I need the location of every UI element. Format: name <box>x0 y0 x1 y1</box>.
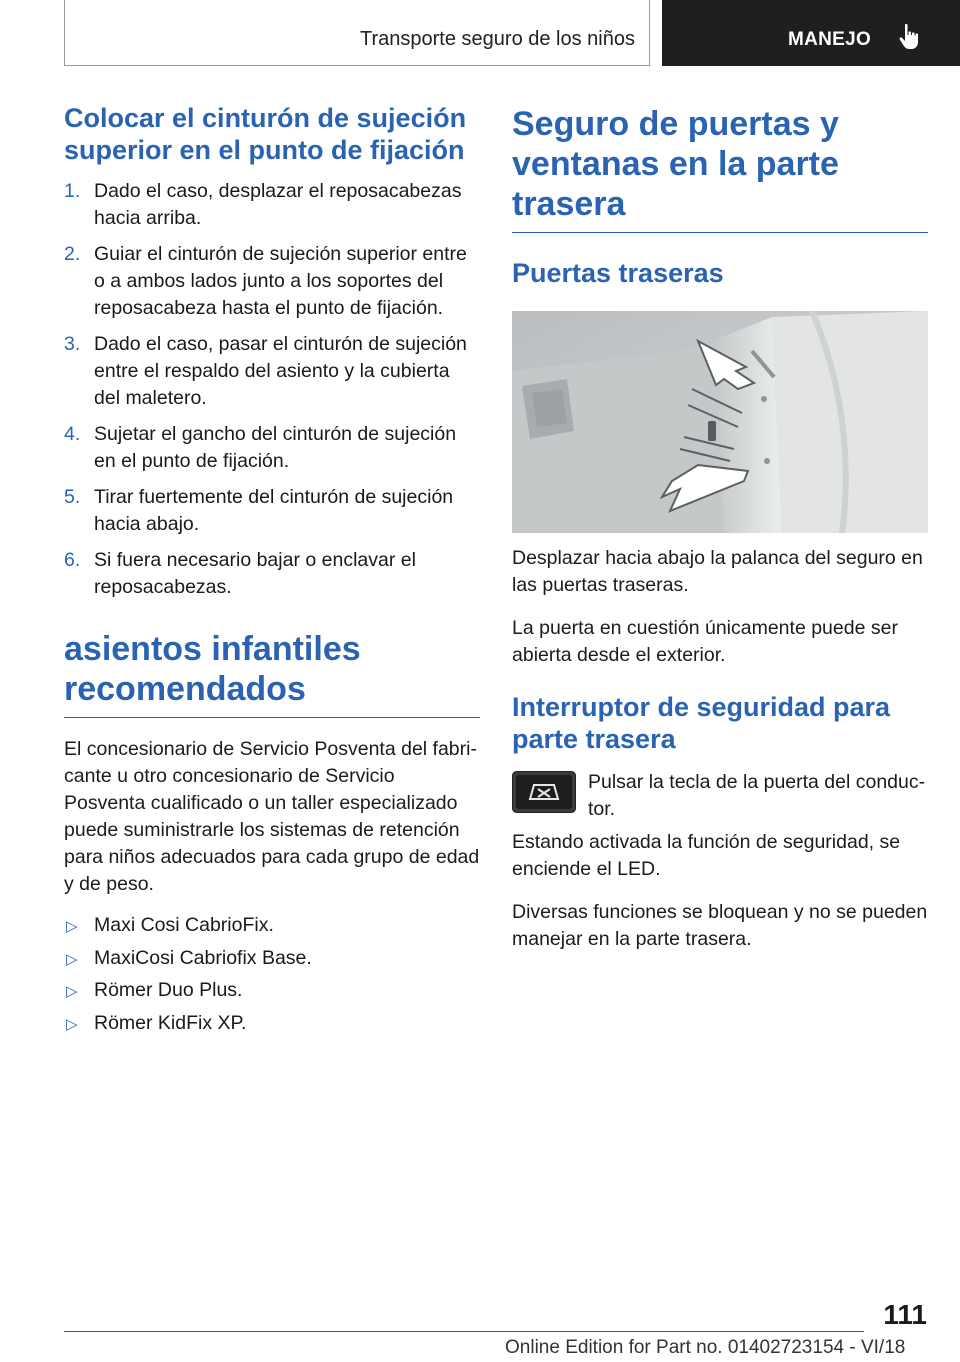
heading-fijacion: Colocar el cinturón de sujeción superior en el punto de fijación <box>64 103 467 165</box>
page-number: 111 <box>883 1299 927 1330</box>
step-item <box>64 331 480 412</box>
heading-seguro-puertas: Seguro de puertas y ventanas en la parte trasera <box>512 104 928 233</box>
step-number: 1. <box>64 180 81 202</box>
switch-instruction: Pulsar la tecla de la puerta del conductor. <box>588 771 926 820</box>
seat-list <box>64 912 480 1037</box>
step-text: Si fuera necesario bajar o enclavar el reposacabezas. <box>94 549 416 598</box>
step-item <box>64 178 480 232</box>
footer-edition: Online Edition for Part no. 01402723154 - VI/18 <box>505 1337 906 1358</box>
led-paragraph: Estando activada la función de seguridad, se enciende el LED. <box>512 831 901 880</box>
step-item <box>64 484 480 538</box>
list-item <box>64 977 480 1004</box>
step-number: 2. <box>64 243 81 265</box>
switch-row <box>512 769 928 823</box>
list-item-text: MaxiCosi Cabriofix Base. <box>94 946 312 969</box>
header-section-title: Transporte seguro de los niños <box>360 28 635 50</box>
heading-asientos: asientos infantiles recomendados <box>64 629 480 718</box>
header-chapter-label: MANEJO <box>788 29 872 50</box>
list-item <box>64 945 480 972</box>
steps-list <box>64 178 480 601</box>
heading-puertas-traseras: Puertas traseras <box>512 258 724 288</box>
step-text: Guiar el cinturón de sujeción superior entre o a ambos lados junto a los soportes del reposacabeza hasta el punto de fijación. <box>94 243 467 319</box>
window-lock-button-icon <box>512 771 576 813</box>
header-section-box <box>64 0 650 66</box>
bullet-triangle-icon: ▷ <box>66 918 78 935</box>
lever-paragraph: Desplazar hacia abajo la palanca del seguro en las puertas traseras. <box>512 547 923 596</box>
bullet-triangle-icon: ▷ <box>66 950 78 968</box>
list-item-text: Maxi Cosi CabrioFix. <box>94 914 274 936</box>
step-text: Tirar fuertemente del cinturón de sujeción hacia abajo. <box>94 486 454 535</box>
step-text: Sujetar el gancho del cinturón de sujeción en el punto de fijación. <box>94 423 457 472</box>
header-chapter-tab[interactable] <box>662 0 960 66</box>
footer-divider <box>64 1331 864 1332</box>
dealer-paragraph: El concesionario de Servicio Posventa del fabricante u otro concesionario de Servicio Posventa cualificado o un taller especializado puede suministrarle los sistemas de retención para niños adecuados para cada grupo de edad y de peso. <box>64 738 480 895</box>
list-item-text: Römer Duo Plus. <box>94 979 243 1001</box>
list-item-text: Römer KidFix XP. <box>94 1011 247 1034</box>
list-item <box>64 1010 480 1037</box>
step-number: 6. <box>64 549 81 571</box>
step-text: Dado el caso, pasar el cinturón de sujeción entre el respaldo del asiento y la cubierta del maletero. <box>94 333 467 409</box>
step-number: 5. <box>64 486 81 508</box>
step-number: 4. <box>64 423 81 445</box>
bullet-triangle-icon: ▷ <box>66 983 78 1000</box>
heading-interruptor: Interruptor de seguridad para parte trasera <box>512 692 891 754</box>
hand-pointer-icon <box>896 22 926 52</box>
blocked-functions-paragraph: Diversas funciones se bloquean y no se pueden manejar en la parte trasera. <box>512 901 928 950</box>
step-number: 3. <box>64 333 81 355</box>
right-column <box>512 104 928 953</box>
step-item <box>64 547 480 601</box>
left-column <box>64 102 480 1042</box>
list-item <box>64 912 480 939</box>
door-child-lock-lever-photo <box>512 311 928 533</box>
step-item <box>64 421 480 475</box>
bullet-triangle-icon: ▷ <box>66 1015 78 1033</box>
step-text: Dado el caso, desplazar el reposacabezas hacia arriba. <box>94 180 462 229</box>
step-item <box>64 241 480 322</box>
outside-open-paragraph: La puerta en cuestión únicamente puede ser abierta desde el exterior. <box>512 617 898 666</box>
